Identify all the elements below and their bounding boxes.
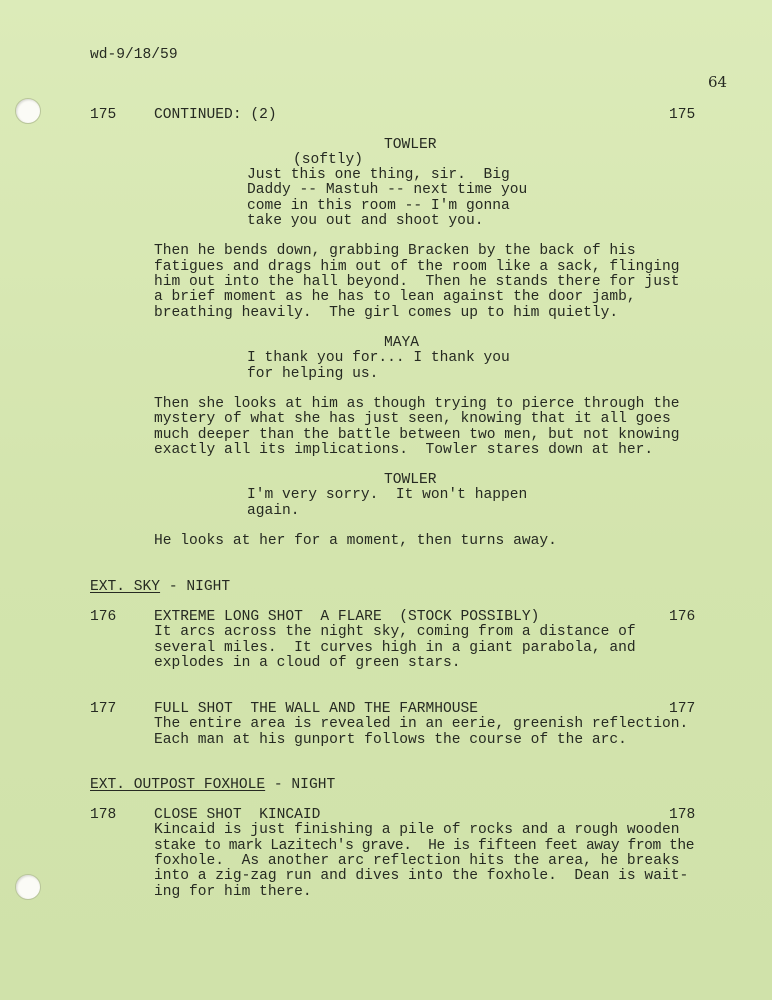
action-line: explodes in a cloud of green stars.	[154, 655, 461, 671]
action-line: Then she looks at him as though trying to pierce through the	[154, 396, 680, 412]
action-line: It arcs across the night sky, coming from a distance of	[154, 624, 636, 640]
dialogue-line: for helping us.	[247, 366, 379, 382]
action-line: foxhole. As another arc reflection hits the area, he breaks	[154, 853, 680, 869]
dialogue-line: I'm very sorry. It won't happen	[247, 487, 528, 503]
action-line: him out into the hall beyond. Then he stands there for just	[154, 274, 680, 290]
scene-number-right: 178	[669, 807, 696, 823]
action-line: stake to mark Lazitech's grave. He is fifteen feet away from the	[154, 838, 694, 854]
character-name: TOWLER	[384, 472, 437, 488]
scene-number-left: 176	[90, 609, 117, 625]
action-line: much deeper than the battle between two men, but not knowing	[154, 427, 680, 443]
action-line: breathing heavily. The girl comes up to him quietly.	[154, 305, 619, 321]
shot-heading: FULL SHOT THE WALL AND THE FARMHOUSE	[154, 701, 479, 717]
shot-heading: CLOSE SHOT KINCAID	[154, 807, 321, 823]
scene-number-right: 175	[669, 107, 696, 123]
action-line: ing for him there.	[154, 884, 312, 900]
action-line: Kincaid is just finishing a pile of rocks and a rough wooden	[154, 822, 680, 838]
action-line: fatigues and drags him out of the room like a sack, flinging	[154, 259, 680, 275]
action-line: Then he bends down, grabbing Bracken by the back of his	[154, 243, 636, 259]
shot-heading: EXTREME LONG SHOT A FLARE (STOCK POSSIBLY)	[154, 609, 540, 625]
dialogue-line: I thank you for... I thank you	[247, 350, 510, 366]
scene-heading-location: EXT. SKY	[90, 579, 161, 595]
parenthetical: (softly)	[293, 152, 364, 168]
character-name: MAYA	[384, 335, 420, 351]
scene-number-right: 176	[669, 609, 696, 625]
action-line: He looks at her for a moment, then turns away.	[154, 533, 557, 549]
action-line: The entire area is revealed in an eerie, greenish reflection.	[154, 716, 689, 732]
punch-hole-top	[15, 98, 41, 124]
scene-heading	[90, 778, 335, 793]
scene-heading	[90, 580, 230, 595]
scene-heading-time: - NIGHT	[160, 579, 231, 595]
action-line: a brief moment as he has to lean against the door jamb,	[154, 289, 636, 305]
scene-number-left: 178	[90, 807, 117, 823]
page-number: 64	[708, 73, 728, 91]
scene-heading-time: - NIGHT	[265, 777, 336, 793]
action-line: Each man at his gunport follows the course of the arc.	[154, 732, 627, 748]
character-name: TOWLER	[384, 137, 437, 153]
dialogue-line: Daddy -- Mastuh -- next time you	[247, 182, 528, 198]
action-line: several miles. It curves high in a giant parabola, and	[154, 640, 636, 656]
action-line: exactly all its implications. Towler stares down at her.	[154, 442, 654, 458]
scene-number-right: 177	[669, 701, 696, 717]
action-line: mystery of what she has just seen, knowing that it all goes	[154, 411, 671, 427]
scene-number-left: 177	[90, 701, 117, 717]
punch-hole-bottom	[15, 874, 41, 900]
dialogue-line: come in this room -- I'm gonna	[247, 198, 510, 214]
dialogue-line: take you out and shoot you.	[247, 213, 484, 229]
draft-date: wd-9/18/59	[90, 47, 178, 63]
action-line: into a zig-zag run and dives into the foxhole. Dean is wait-	[154, 868, 689, 884]
continued-label: CONTINUED: (2)	[154, 107, 277, 123]
dialogue-line: Just this one thing, sir. Big	[247, 167, 510, 183]
scene-number-left: 175	[90, 107, 117, 123]
dialogue-line: again.	[247, 503, 300, 519]
scene-heading-location: EXT. OUTPOST FOXHOLE	[90, 777, 266, 793]
